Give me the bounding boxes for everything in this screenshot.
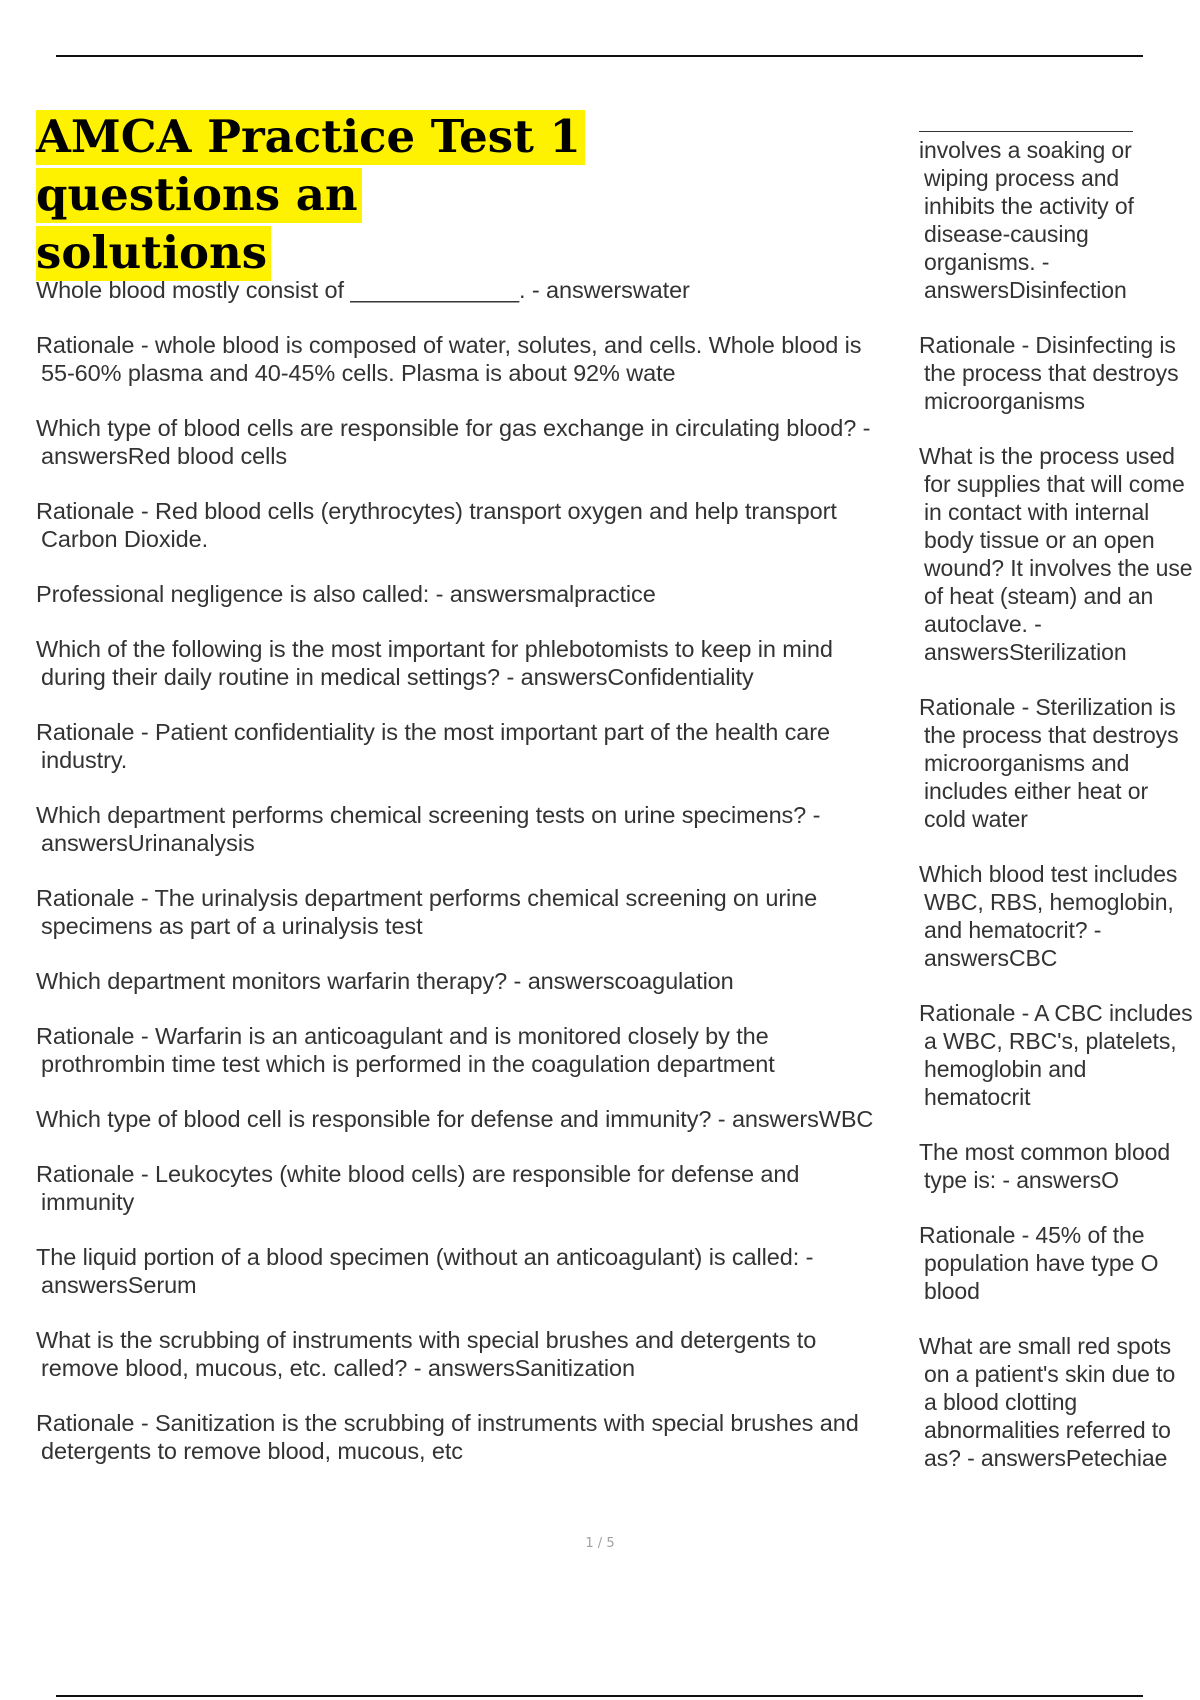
main-paragraph-7: Rationale - Patient confidentiality is the most important part of the health care industry. [36, 719, 830, 773]
main-paragraph-15: What is the scrubbing of instruments with special brushes and detergents to remove blood, mucous, etc. called? - answersSanitization [36, 1327, 817, 1381]
main-paragraph-4: Rationale - Red blood cells (erythrocytes) transport oxygen and help transport Carbon Dioxide. [36, 498, 837, 552]
main-paragraph-14: The liquid portion of a blood specimen (without an anticoagulant) is called: - answersSerum [36, 1244, 814, 1298]
title-highlight-line-2: solutions [36, 226, 271, 281]
fill-in-blank-line [919, 131, 1133, 132]
side-column [919, 136, 1194, 1499]
side-paragraph-6: Rationale - A CBC includes a WBC, RBC's, platelets, hemoglobin and hematocrit [919, 1000, 1193, 1110]
side-paragraph-4: Rationale - Sterilization is the process that destroys microorganisms and includes either heat or cold water [919, 694, 1179, 832]
document-title [36, 108, 836, 282]
side-paragraph-2: Rationale - Disinfecting is the process that destroys microorganisms [919, 332, 1179, 414]
side-paragraph-7: The most common blood type is: - answersO [919, 1139, 1171, 1193]
main-paragraph-11: Rationale - Warfarin is an anticoagulant and is monitored closely by the prothrombin time test which is performed in the coagulation department [36, 1023, 775, 1077]
main-paragraph-12: Which type of blood cell is responsible for defense and immunity? - answersWBC [36, 1106, 874, 1132]
main-paragraph-1: Whole blood mostly consist of _____________. - answerswater [36, 277, 690, 303]
side-paragraph-3: What is the process used for supplies that will come in contact with internal body tissue or an open wound? It involves the use of heat (steam) and an autoclave. - answersSterilization [919, 443, 1193, 665]
main-paragraph-2: Rationale - whole blood is composed of water, solutes, and cells. Whole blood is 55-60% plasma and 40-45% cells. Plasma is about 92% wate [36, 332, 862, 386]
main-column [36, 276, 896, 1492]
main-paragraph-16: Rationale - Sanitization is the scrubbing of instruments with special brushes and detergents to remove blood, mucous, etc [36, 1410, 859, 1464]
main-paragraph-6: Which of the following is the most important for phlebotomists to keep in mind during their daily routine in medical settings? - answersConfidentiality [36, 636, 833, 690]
page-indicator: 1 / 5 [585, 1536, 615, 1551]
side-paragraph-9: What are small red spots on a patient's skin due to a blood clotting abnormalities referred to as? - answersPetechiae [919, 1333, 1176, 1471]
main-paragraph-13: Rationale - Leukocytes (white blood cells) are responsible for defense and immunity [36, 1161, 800, 1215]
side-paragraph-5: Which blood test includes WBC, RBS, hemoglobin, and hematocrit? - answersCBC [919, 861, 1178, 971]
main-paragraph-8: Which department performs chemical screening tests on urine specimens? - answersUrinanalysis [36, 802, 821, 856]
side-paragraph-1: involves a soaking or wiping process and inhibits the activity of disease-causing organisms. - answersDisinfection [919, 137, 1134, 303]
title-highlight-line-1: AMCA Practice Test 1 questions an [36, 110, 585, 223]
side-paragraph-8: Rationale - 45% of the population have type O blood [919, 1222, 1159, 1304]
main-paragraph-3: Which type of blood cells are responsible for gas exchange in circulating blood? - answersRed blood cells [36, 415, 871, 469]
top-divider [56, 55, 1143, 57]
main-paragraph-5: Professional negligence is also called: - answersmalpractice [36, 581, 656, 607]
bottom-divider [56, 1695, 1143, 1697]
main-paragraph-10: Which department monitors warfarin therapy? - answerscoagulation [36, 968, 734, 994]
main-paragraph-9: Rationale - The urinalysis department performs chemical screening on urine specimens as part of a urinalysis test [36, 885, 818, 939]
